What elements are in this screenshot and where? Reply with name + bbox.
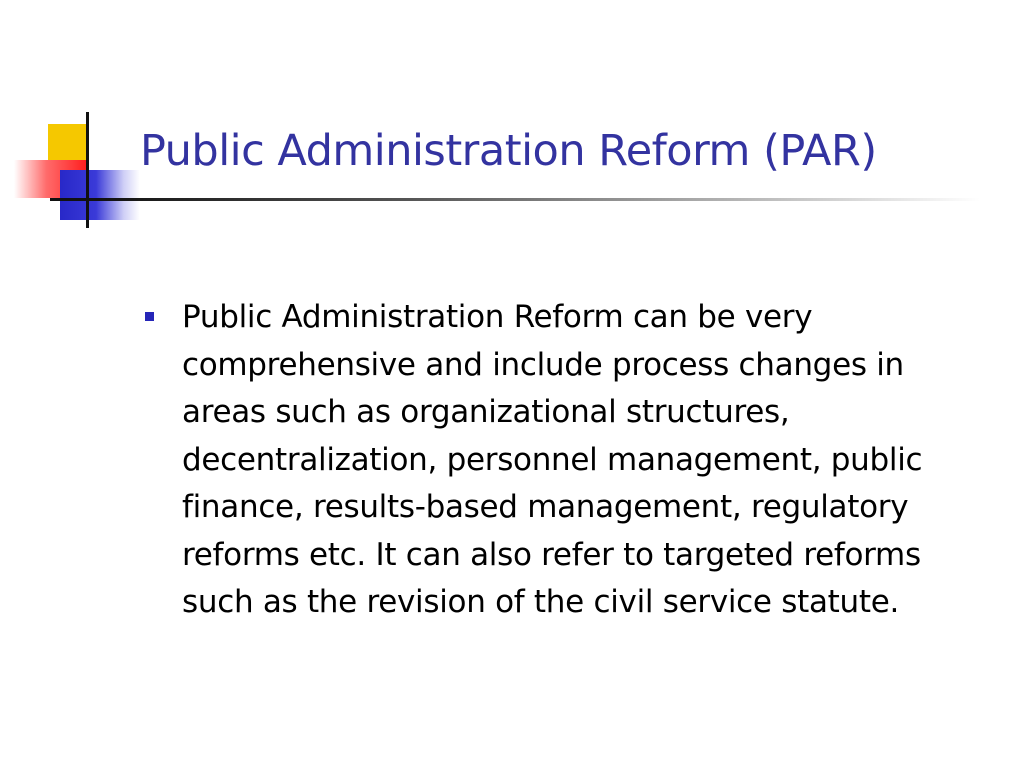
- decorative-vertical-line: [86, 112, 89, 228]
- slide-title: Public Administration Reform (PAR): [140, 126, 877, 176]
- bullet-item: [145, 294, 975, 627]
- square-bullet-icon: [145, 312, 154, 321]
- bullet-list: [145, 294, 975, 627]
- bullet-text: Public Administration Reform can be very comprehensive and include process changes in areas such as organizational structures, decentralization, personnel management, public finance, results-based management, regulatory reforms etc. It can also refer to targeted reforms such as the revision of the civil service statute.: [182, 299, 923, 620]
- decorative-blue-bar: [60, 170, 140, 220]
- title-underline: [100, 198, 980, 201]
